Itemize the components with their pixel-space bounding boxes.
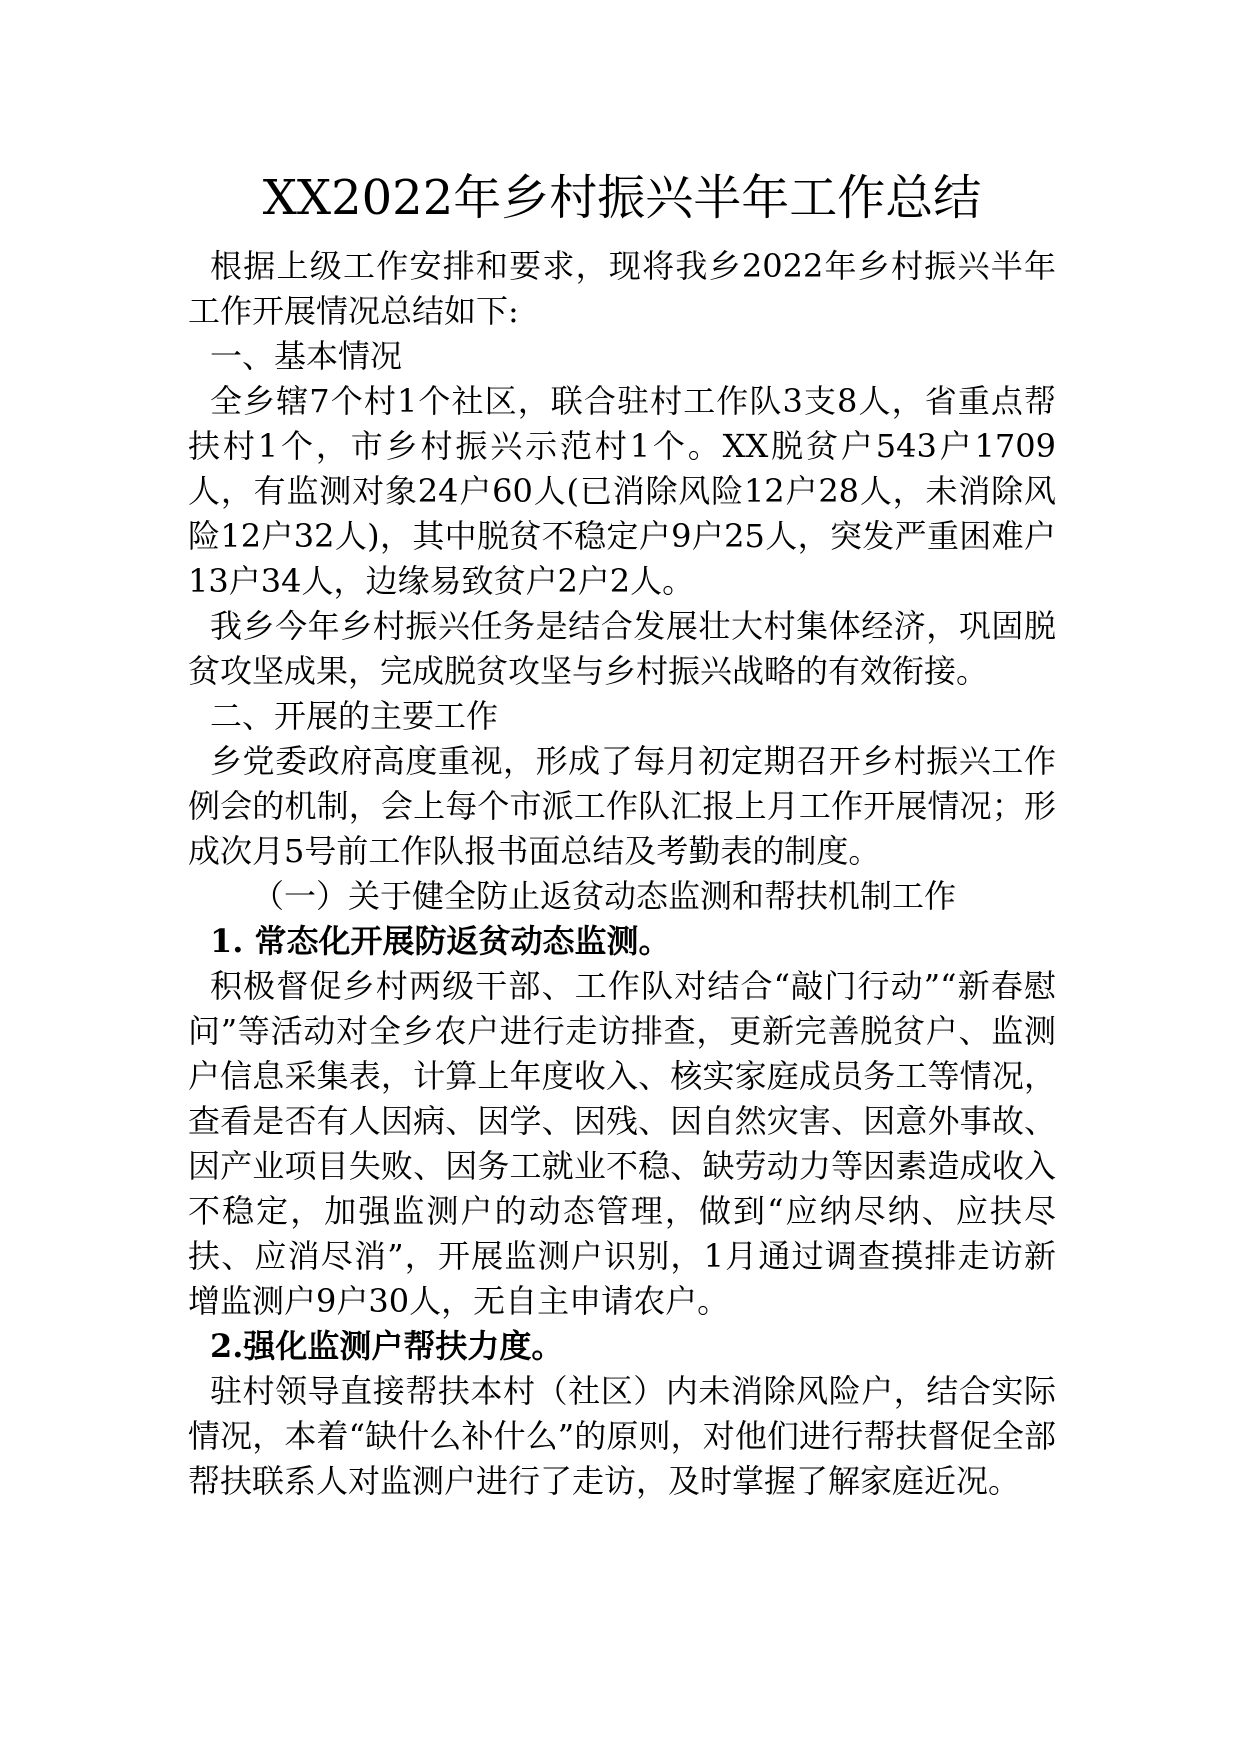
main-work-paragraph: 乡党委政府高度重视，形成了每月初定期召开乡村振兴工作例会的机制，会上每个市派工作队汇报上月工作开展情况；形成次月5号前工作队报书面总结及考勤表的制度。 [188, 742, 1056, 870]
document-title: XX2022年乡村振兴半年工作总结 [262, 170, 982, 226]
basic-situation-paragraph: 全乡辖7个村1个社区，联合驻村工作队3支8人，省重点帮扶村1个，市乡村振兴示范村1个。XX脱贫户543户1709人，有监测对象24户60人(已消除风险12户28人，未消除风险12户32人)，其中脱贫不稳定户9户25人，突发严重困难户13户34人，边缘易致贫户2户2人。 [188, 382, 1056, 600]
item-heading-assistance: 2.强化监测户帮扶力度。 [210, 1327, 564, 1365]
document-body [188, 162, 1056, 1504]
section-heading-main-work: 二、开展的主要工作 [210, 697, 499, 735]
task-paragraph: 我乡今年乡村振兴任务是结合发展壮大村集体经济，巩固脱贫攻坚成果，完成脱贫攻坚与乡村振兴战略的有效衔接。 [188, 607, 1056, 690]
subsection-heading-monitoring: （一）关于健全防止返贫动态监测和帮扶机制工作 [252, 877, 957, 915]
section-heading-basic-situation: 一、基本情况 [210, 337, 403, 375]
intro-paragraph: 根据上级工作安排和要求，现将我乡2022年乡村振兴半年工作开展情况总结如下: [188, 247, 1056, 330]
assistance-paragraph: 驻村领导直接帮扶本村（社区）内未消除风险户，结合实际情况，本着“缺什么补什么”的原则，对他们进行帮扶督促全部帮扶联系人对监测户进行了走访，及时掌握了解家庭近况。 [188, 1372, 1056, 1500]
dynamic-monitoring-paragraph: 积极督促乡村两级干部、工作队对结合“敲门行动”“新春慰问”等活动对全乡农户进行走访排查，更新完善脱贫户、监测户信息采集表，计算上年度收入、核实家庭成员务工等情况，查看是否有人因病、因学、因残、因自然灾害、因意外事故、因产业项目失败、因务工就业不稳、缺劳动力等因素造成收入不稳定，加强监测户的动态管理，做到“应纳尽纳、应扶尽扶、应消尽消”，开展监测户识别，1月通过调查摸排走访新增监测户9户30人，无自主申请农户。 [188, 967, 1056, 1320]
item-heading-dynamic-monitoring: 1. 常态化开展防返贫动态监测。 [210, 922, 671, 960]
